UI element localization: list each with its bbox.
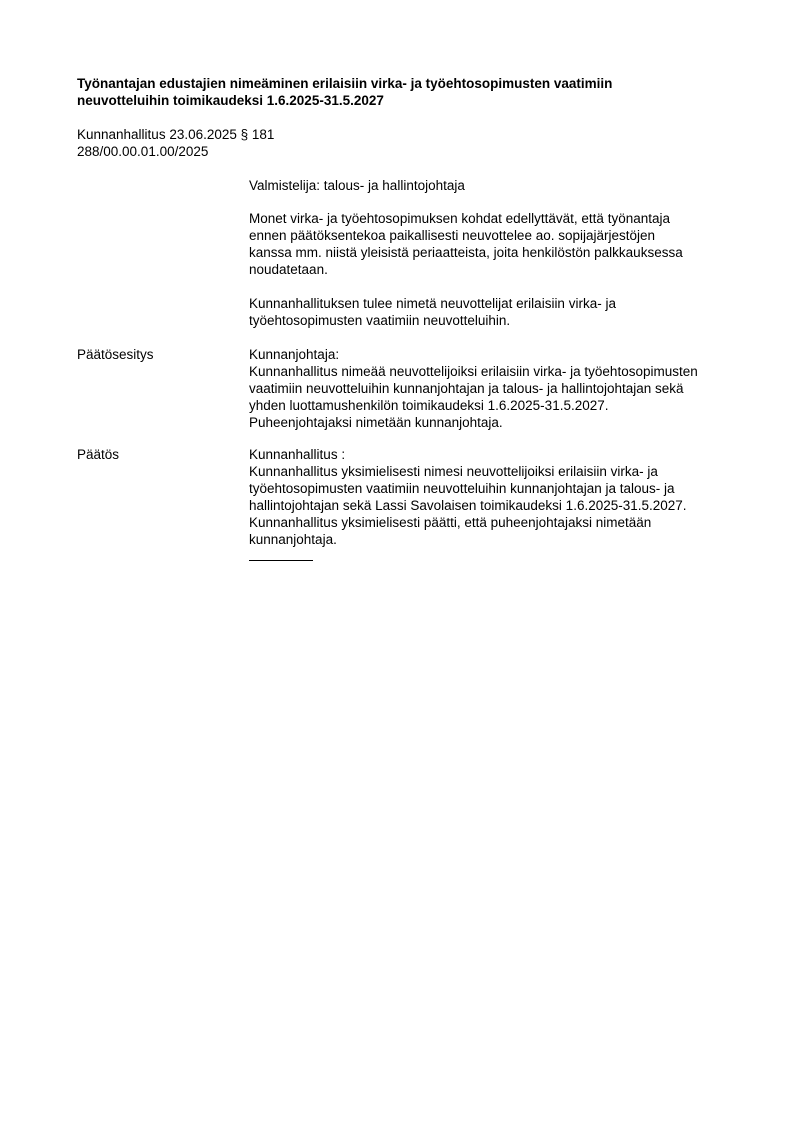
decision-line: Kunnanhallitus yksimielisesti päätti, että puheenjohtajaksi nimetään xyxy=(249,515,652,530)
proposal-line: vaatimiin neuvotteluihin kunnanjohtajan ja talous- ja hallintojohtajan sekä xyxy=(249,381,684,396)
background-line: kanssa mm. niistä yleisistä periaatteista, joita henkilöstön palkkauksessa xyxy=(249,245,683,260)
proposal-label: Päätösesitys xyxy=(77,347,154,362)
proposal-line: Kunnanjohtaja: xyxy=(249,347,340,362)
instruction-line: työehtosopimusten vaatimiin neuvotteluihin. xyxy=(249,313,511,328)
decision-line: hallintojohtajan sekä Lassi Savolaisen toimikaudeksi 1.6.2025-31.5.2027. xyxy=(249,498,687,513)
decision-line: Kunnanhallitus : xyxy=(249,447,346,462)
background-paragraph xyxy=(249,210,749,278)
meeting-reference: Kunnanhallitus 23.06.2025 § 181 xyxy=(77,127,275,142)
title-line-1: Työnantajan edustajien nimeäminen erilaisiin virka- ja työehtosopimusten vaatimiin xyxy=(77,76,613,91)
decision-label: Päätös xyxy=(77,447,120,462)
background-line: Monet virka- ja työehtosopimuksen kohdat edellyttävät, että työnantaja xyxy=(249,211,670,226)
proposal-line: Puheenjohtajaksi nimetään kunnanjohtaja. xyxy=(249,415,503,430)
decision-line: Kunnanhallitus yksimielisesti nimesi neuvottelijoiksi erilaisiin virka- ja xyxy=(249,464,658,479)
end-divider xyxy=(249,560,313,561)
case-number: 288/00.00.01.00/2025 xyxy=(77,144,209,159)
decision-line: työehtosopimusten vaatimiin neuvotteluihin kunnanjohtajan ja talous- ja xyxy=(249,481,675,496)
decision-paragraph xyxy=(249,446,749,548)
decision-line: kunnanjohtaja. xyxy=(249,532,337,547)
background-line: noudatetaan. xyxy=(249,262,328,277)
preparer-text: Valmistelija: talous- ja hallintojohtaja xyxy=(249,178,465,193)
meeting-info xyxy=(77,126,274,160)
proposal-paragraph xyxy=(249,346,749,431)
background-line: ennen päätöksentekoa paikallisesti neuvottelee ao. sopijajärjestöjen xyxy=(249,228,656,243)
title-line-2: neuvotteluihin toimikaudeksi 1.6.2025-31.5.2027 xyxy=(77,93,384,108)
instruction-paragraph xyxy=(249,295,749,329)
proposal-line: Kunnanhallitus nimeää neuvottelijoiksi erilaisiin virka- ja työehtosopimusten xyxy=(249,364,698,379)
document-title xyxy=(77,75,737,109)
instruction-line: Kunnanhallituksen tulee nimetä neuvottelijat erilaisiin virka- ja xyxy=(249,296,616,311)
proposal-line: yhden luottamushenkilön toimikaudeksi 1.6.2025-31.5.2027. xyxy=(249,398,609,413)
preparer-line xyxy=(249,177,749,194)
